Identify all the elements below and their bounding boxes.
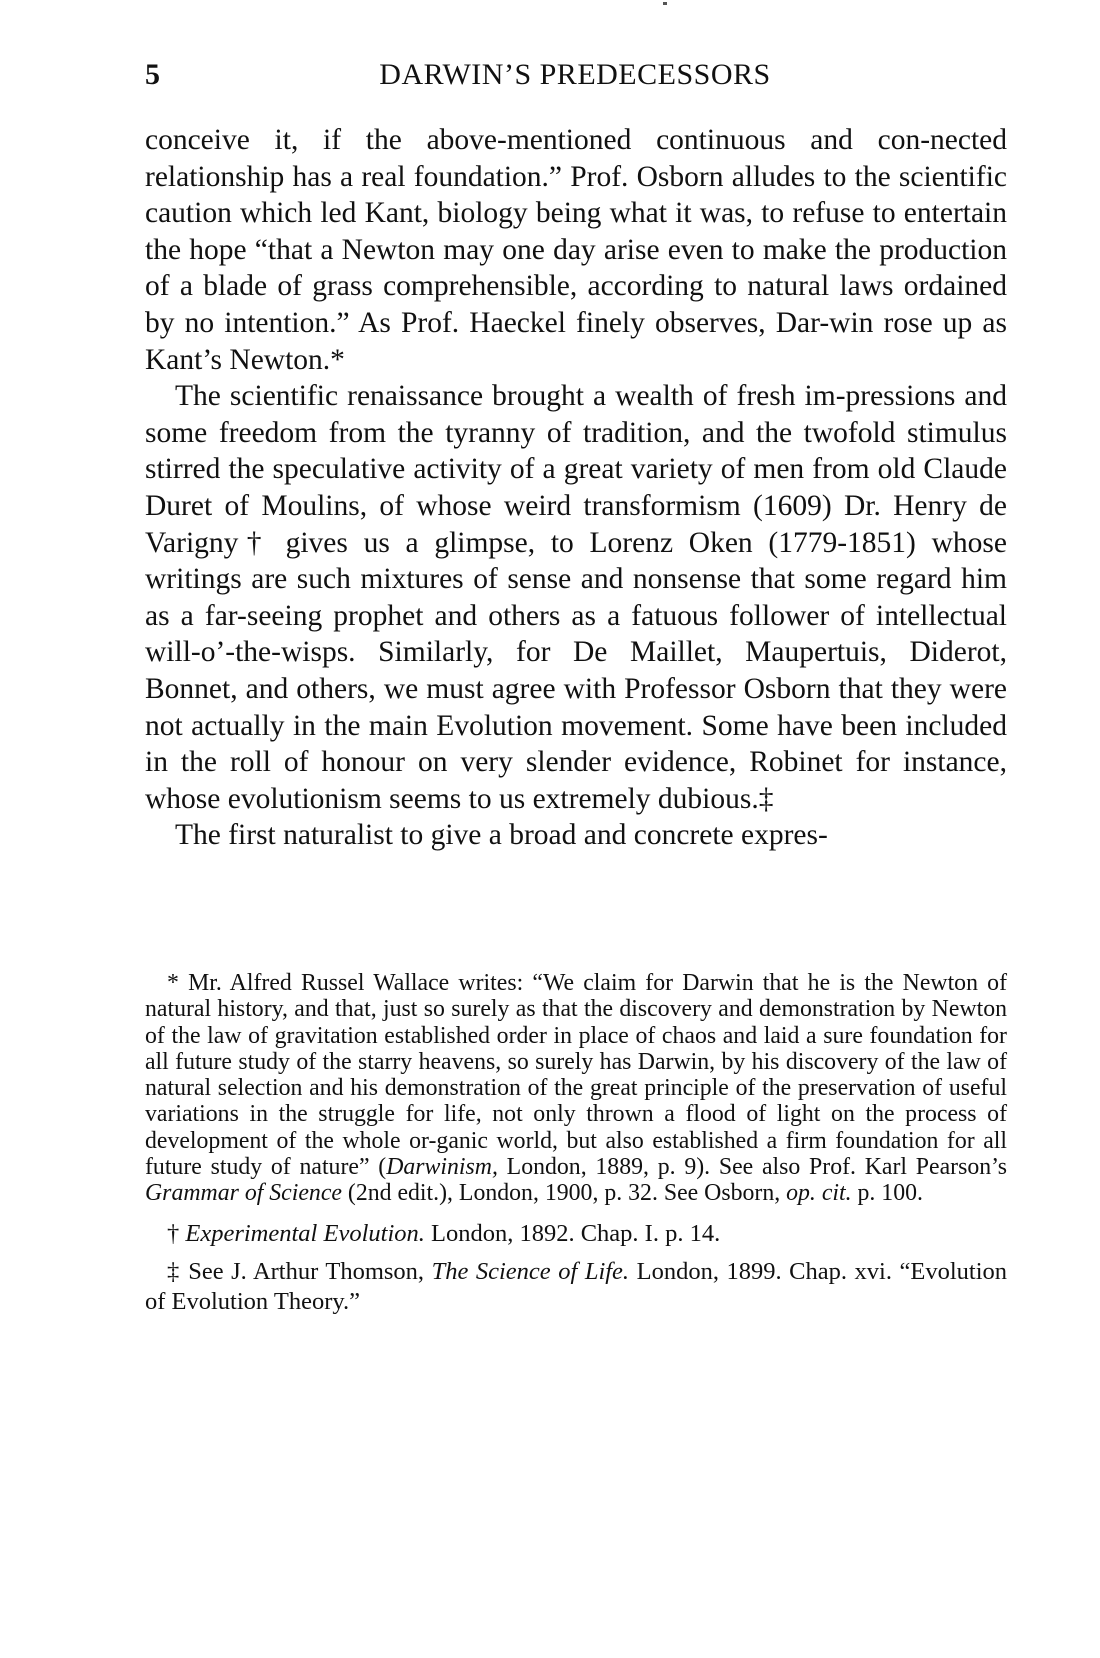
footnote-text: (2nd edit.), London, 1900, p. 32. See Osborn, <box>341 1180 787 1207</box>
footnote-text: p. 100. <box>851 1180 923 1207</box>
paragraph-3: The first naturalist to give a broad and concrete expres- <box>175 819 828 852</box>
page-header <box>145 58 1005 98</box>
page-number: 5 <box>145 58 160 91</box>
paragraph-2: The scientific renaissance brought a wealth of fresh im-pressions and some freedom from the tyranny of tradition, and the twofold stimulus stirred the speculative activity of a great variety of men from old Claude Duret of Moulins, of whose weird transformism (1609) Dr. Henry de Varigny† gives us a glimpse, to Lorenz Oken (1779-1851) whose writings are such mixtures of sense and nonsense that some regard him as a far-seeing prophet and others as a fatuous follower of intellectual will-o’-the-wisps. Similarly, for De Maillet, Maupertuis, Diderot, Bonnet, and others, we must agree with Professor Osborn that they were not actually in the main Evolution movement. Some have been included in the roll of honour on very slender evidence, Robinet for instance, whose evolutionism seems to us extremely dubious.‡ <box>145 380 1007 815</box>
footnote-title: The Science of Life. <box>431 1257 630 1285</box>
scan-artifact <box>663 2 667 5</box>
footnote-asterisk <box>145 970 1007 1207</box>
footnote-mark: † <box>167 1219 186 1247</box>
paragraph-1: conceive it, if the above-mentioned continuous and con-nected relationship has a real foundation.” Prof. Osborn alludes to the scientific caution which led Kant, biology being what it was, to refuse to entertain the hope “that a Newton may one day arise even to make the production of a blade of grass comprehensible, according to natural laws ordained by no intention.” As Prof. Haeckel finely observes, Dar-win rose up as Kant’s Newton.* <box>145 124 1007 376</box>
footnote-text: London, 1892. Chap. I. p. 14. <box>424 1219 721 1247</box>
footnote-text: London, 1889, p. 9). See also Prof. Karl Pearson’s <box>497 1154 1007 1181</box>
footnote-text: * Mr. Alfred Russel Wallace writes: “We claim for Darwin that he is the Newton of natural history, and that, just so surely as that the discovery and demonstration by Newton of the law of gravitation established order in place of chaos and laid a sure foundation for all future study of the starry heavens, so surely has Darwin, by his discovery of the law of natural selection and his demonstration of the great principle of the preservation of useful variations in the struggle for life, not only thrown a flood of light on the process of development of the whole or-ganic world, but also established a firm foundation for all future study of nature” ( <box>145 970 1007 1181</box>
footnote-title: op. cit. <box>786 1180 852 1207</box>
footnote-title: Experimental Evolution. <box>185 1219 425 1247</box>
footnote-double-dagger <box>145 1257 1007 1317</box>
footnotes <box>145 970 1007 1317</box>
footnote-title: Darwinism, <box>386 1154 498 1181</box>
footnote-title: Grammar of Science <box>145 1180 342 1207</box>
footnote-text: ‡ See J. Arthur Thomson, <box>167 1257 432 1285</box>
running-title: DARWIN’S PREDECESSORS <box>379 58 771 91</box>
footnote-text: London, 1899. Chap. xvi. “Evolution of Evolution Theory.” <box>145 1257 1007 1315</box>
footnote-dagger <box>145 1219 1007 1249</box>
body-text <box>145 122 1007 854</box>
